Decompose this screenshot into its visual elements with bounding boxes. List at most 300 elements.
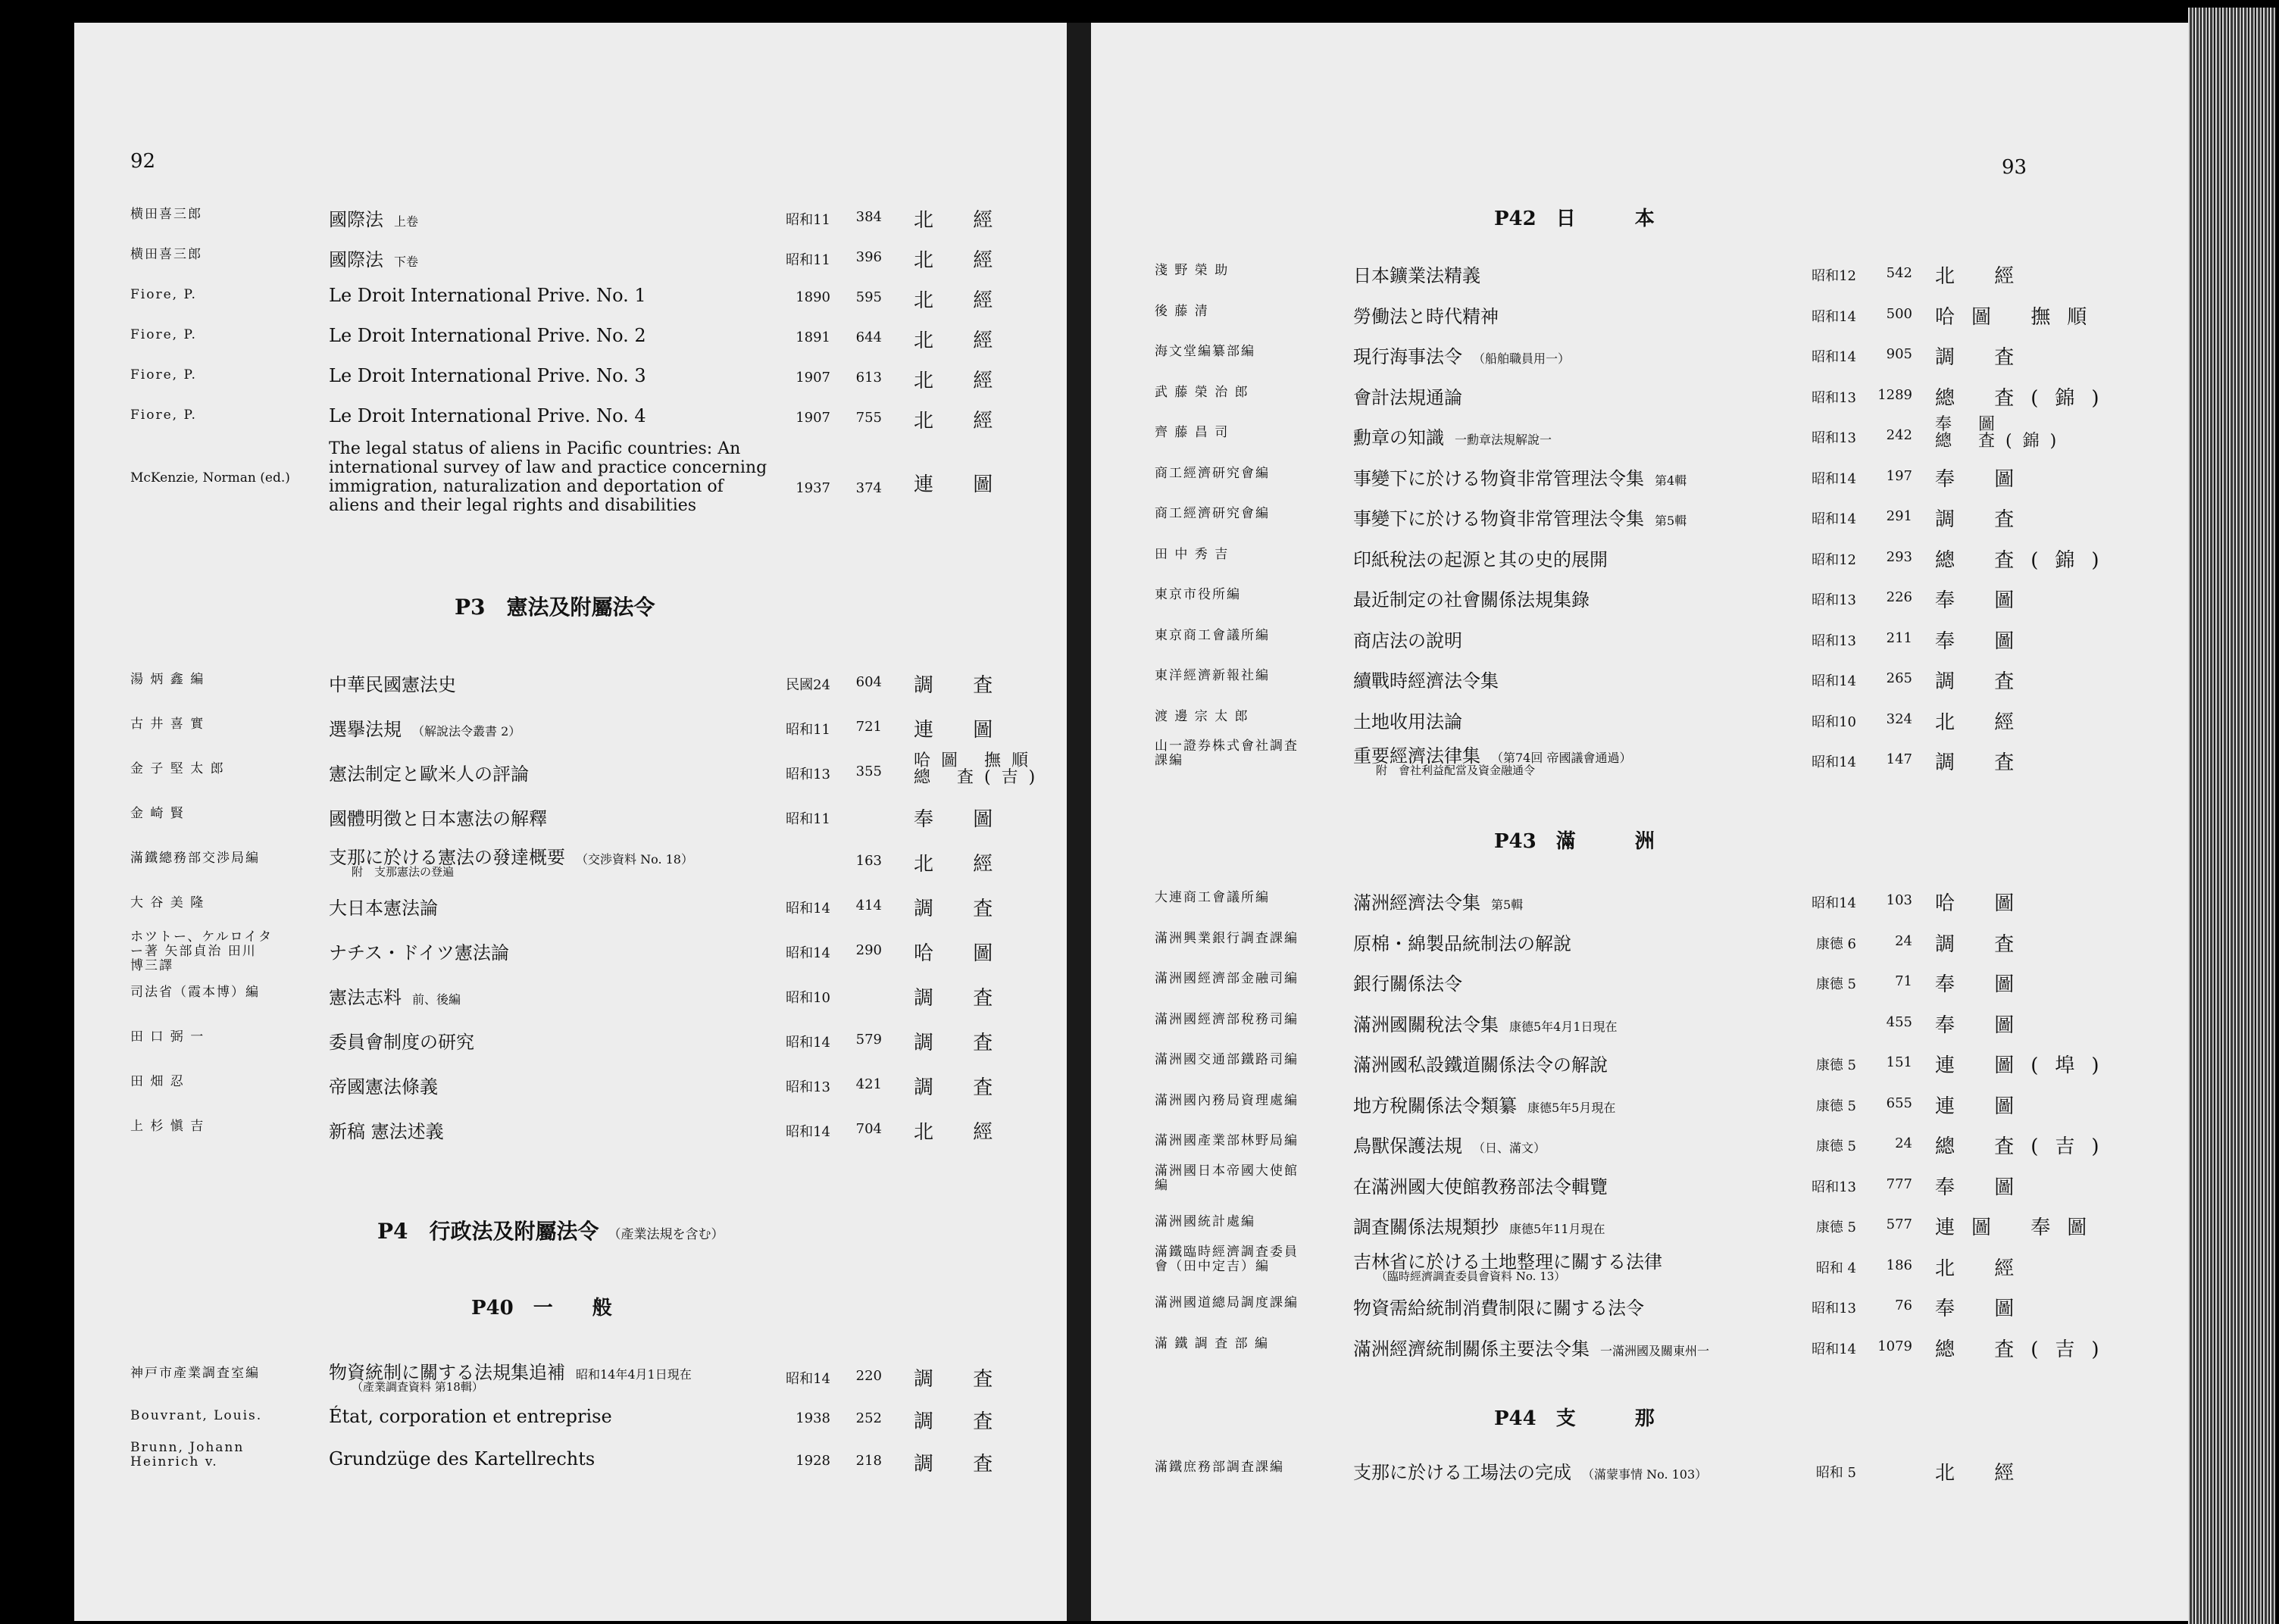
entry-year: 昭和11 <box>786 252 830 268</box>
list-item <box>0 704 2279 743</box>
entry-author: 山一證券株式會社調査 課編 <box>1155 739 1299 768</box>
entry-title-text: 會計法規通論 <box>1353 386 1462 408</box>
entry-author: Brunn, Johann Heinrich v. <box>130 1440 245 1469</box>
entry-pages: 905 <box>1886 346 1912 362</box>
entry-title-text: 國體明徴と日本憲法の解釋 <box>329 808 547 829</box>
entry-author: 金 子 堅 太 郎 <box>130 761 225 776</box>
entry-author: 滿洲國日本帝國大使館 編 <box>1155 1163 1299 1193</box>
entry-location: 總 査(吉) <box>1935 1135 2116 1158</box>
entry-title-text: Le Droit International Prive. No. 3 <box>329 365 646 386</box>
list-item <box>0 663 2279 702</box>
entry-year: 昭和10 <box>1812 714 1856 730</box>
entry-title <box>1353 1293 1644 1320</box>
list-item <box>0 379 2279 419</box>
entry-title <box>329 804 547 830</box>
entry-location: 總 査(錦) <box>1935 386 2116 410</box>
entry-title <box>1353 1131 1546 1157</box>
section-heading-p44: P44 支 那 <box>1494 1407 1655 1430</box>
entry-author: 渡 邊 宗 太 郎 <box>1155 708 1249 724</box>
entry-author: 滿 鐵 調 査 部 編 <box>1155 1335 1270 1351</box>
entry-title: The legal status of aliens in Pacific countries: An international survey of law and practice concerning immigration, naturalization and deportation of aliens and their legal rights and disabilities <box>329 439 767 515</box>
entry-year: 昭和11 <box>786 212 830 228</box>
entry-location: 連 圖 <box>1935 1095 2031 1118</box>
entry-year: 昭和13 <box>1812 430 1856 446</box>
entry-note: 康德5年11月現在 <box>1509 1222 1605 1236</box>
entry-title-text: Le Droit International Prive. No. 4 <box>329 405 646 426</box>
entry-author: 滿洲國統計處編 <box>1155 1214 1255 1229</box>
list-item <box>0 966 2279 1005</box>
entry-author: 横田喜三郎 <box>130 207 202 222</box>
entry-title-text: 重要經濟法律集 <box>1353 745 1480 767</box>
entry-year: 1907 <box>796 410 830 426</box>
entry-year: 康德 5 <box>1815 1138 1856 1154</box>
entry-year: 昭和 5 <box>1815 1465 1856 1481</box>
entry-pages: 324 <box>1886 710 1912 727</box>
entry-pages: 595 <box>855 289 882 305</box>
entry-author: 商工經濟研究會編 <box>1155 506 1270 521</box>
entry-title-text: État, corporation et entreprise <box>329 1406 612 1427</box>
right-page-number: 93 <box>2002 156 2027 179</box>
entry-title-text: 事變下に於ける物資非常管理法令集 <box>1353 508 1644 529</box>
entry-pages: 252 <box>855 1410 882 1426</box>
entry-title-text: 最近制定の社會關係法規集錄 <box>1353 589 1590 611</box>
entry-pages: 291 <box>1886 508 1912 524</box>
entry-pages: 1079 <box>1877 1338 1912 1354</box>
section-heading-p3: P3 憲法及附屬法令 <box>455 595 655 620</box>
entry-location: 北 經 <box>914 853 1010 876</box>
entry-title-text: 原棉・綿製品統制法の解說 <box>1353 932 1571 954</box>
entry-title-text: 日本鑛業法精義 <box>1353 265 1480 286</box>
entry-pages: 293 <box>1886 548 1912 565</box>
entry-location: 調 査 <box>914 898 1010 920</box>
entry-location: 調 査 <box>1935 932 2031 956</box>
entry-title-text: 物資需給統制消費制限に關する法令 <box>1353 1298 1644 1319</box>
entry-title-text: 勳章の知識 <box>1353 427 1444 448</box>
entry-location: 連圖 奉圖 <box>1935 1216 2104 1239</box>
list-item <box>0 201 2279 241</box>
list-item <box>0 1454 2279 1494</box>
entry-year: 昭和13 <box>1812 389 1856 406</box>
entry-title <box>1353 1010 1618 1036</box>
entry-location: 奉 圖 <box>1935 589 2031 612</box>
entry-title-text: Le Droit International Prive. No. 1 <box>329 285 646 306</box>
entry-year: 1938 <box>796 1410 830 1426</box>
entry-pages: 384 <box>855 209 882 225</box>
entry-year: 1928 <box>796 1453 830 1469</box>
entry-pages: 1289 <box>1877 386 1912 403</box>
entry-pages: 24 <box>1895 932 1912 949</box>
entry-pages: 151 <box>1886 1054 1912 1070</box>
entry-author: 商工經濟研究會編 <box>1155 465 1270 481</box>
entry-pages: 355 <box>855 764 882 779</box>
entry-title-text: 滿洲國私設鐵道關係法令の解說 <box>1353 1054 1608 1076</box>
entry-location: 連 圖(埠) <box>1935 1054 2116 1077</box>
entry-title-text: 支那に於ける憲法の發達概要 <box>329 847 565 868</box>
entry-title-text: ナチス・ドイツ憲法論 <box>329 942 509 963</box>
entry-year: 1907 <box>796 370 830 386</box>
entry-author: 武 藤 榮 治 郎 <box>1155 384 1249 400</box>
entry-location: 奉 圖 <box>1935 467 2031 491</box>
list-item <box>0 582 2279 621</box>
entry-location: 北 經 <box>914 410 1010 433</box>
entry-author: 滿鐵庶務部調査課編 <box>1155 1460 1284 1475</box>
entry-year: 昭和13 <box>786 767 830 782</box>
entry-pages: 24 <box>1895 1135 1912 1151</box>
entry-location: 調 査 <box>914 1453 1010 1476</box>
entry-year: 昭和13 <box>786 1079 830 1095</box>
entry-location: 奉 圖 <box>1935 1298 2031 1320</box>
entry-year: 昭和14 <box>1812 308 1856 325</box>
entry-author: ホツトー、ケルロイタ ー著 矢部貞治 田川 博三譯 <box>130 929 273 973</box>
entry-title <box>1353 545 1608 571</box>
list-item <box>0 339 2279 378</box>
entry-pages: 71 <box>1895 973 1912 989</box>
entry-title <box>1353 342 1570 368</box>
entry-title-text: 續戰時經濟法令集 <box>1353 670 1499 692</box>
list-item <box>0 1128 2279 1167</box>
entry-author: Fiore, P. <box>130 408 197 423</box>
entry-title-text: 土地收用法論 <box>1353 710 1462 732</box>
entry-title-text: 選擧法規 <box>329 719 402 740</box>
entry-title <box>1353 1050 1608 1076</box>
entry-author: 田 畑 忍 <box>130 1074 185 1089</box>
entry-author: 司法省（霞本博）編 <box>130 985 260 1000</box>
entry-pages: 721 <box>855 719 882 735</box>
entry-pages: 396 <box>855 249 882 265</box>
entry-title-text: 勞働法と時代精神 <box>1353 305 1499 327</box>
entry-pages: 644 <box>855 329 882 345</box>
entry-title-text: 中華民國憲法史 <box>329 674 456 695</box>
list-item <box>0 1163 2279 1208</box>
entry-title-text: 調査關係法規類抄 <box>1353 1216 1499 1238</box>
entry-title <box>1353 504 1687 530</box>
entry-location: 哈 圖 <box>914 942 1010 965</box>
entry-location: 連 圖 <box>914 473 1010 496</box>
entry-pages: 147 <box>1886 751 1912 767</box>
entry-note: 第5輯 <box>1491 898 1524 912</box>
entry-location: 哈圖 撫順 <box>1935 305 2104 329</box>
entry-title-text: 支那に於ける工場法の完成 <box>1353 1462 1571 1483</box>
entry-note: 下卷 <box>394 255 419 269</box>
entry-title <box>1353 666 1499 692</box>
entry-pages: 455 <box>1886 1013 1912 1030</box>
list-item <box>0 623 2279 662</box>
entry-note: （滿蒙事情 No. 103） <box>1582 1467 1708 1482</box>
entry-location: 奉 圖 <box>914 808 1010 831</box>
entry-location: 調 査 <box>1935 751 2031 774</box>
entry-note: 昭和14年4月1日現在 <box>576 1367 692 1382</box>
entry-year: 昭和 4 <box>1815 1260 1856 1276</box>
entry-location: 調 査 <box>914 987 1010 1010</box>
section-heading-p43: P43 滿 洲 <box>1494 830 1655 853</box>
entry-location: 北 經 <box>1935 1257 2031 1280</box>
entry-location: 調 査 <box>1935 346 2031 369</box>
entry-title-text: 在滿洲國大使館教務部法令輯覽 <box>1353 1176 1608 1198</box>
entry-title-text: 銀行關係法令 <box>1353 973 1462 995</box>
entry-location: 總 査(吉) <box>1935 1338 2116 1361</box>
entry-title <box>1353 423 1552 449</box>
section-heading-p42: P42 日 本 <box>1494 208 1655 230</box>
entry-location: 奉 圖 <box>1935 629 2031 653</box>
entry-title-text: 鳥獸保護法規 <box>1353 1135 1462 1157</box>
list-item <box>0 258 2279 297</box>
entry-author: 大連商工會議所編 <box>1155 890 1270 905</box>
entry-author: Fiore, P. <box>130 327 197 342</box>
entry-location: 哈圖 撫順 總 査(吉) <box>914 751 1046 787</box>
entry-pages: 265 <box>1886 670 1912 686</box>
entry-year: 康德 5 <box>1815 1057 1856 1073</box>
entry-location: 北 經 <box>1935 265 2031 288</box>
entry-note: 上卷 <box>394 214 419 229</box>
entry-pages: 186 <box>1886 1257 1912 1273</box>
entry-author: 滿洲興業銀行調査課編 <box>1155 930 1299 946</box>
entry-author: 湯 炳 鑫 編 <box>130 672 205 687</box>
entry-author: 滿洲國經濟部稅務司編 <box>1155 1011 1299 1027</box>
entry-year: 昭和13 <box>1812 632 1856 649</box>
entry-author: 滿洲國產業部林野局編 <box>1155 1133 1299 1148</box>
entry-year: 昭和14 <box>1812 511 1856 527</box>
entry-subtitle: 附 會社利益配當及資金融通令 <box>1376 764 1536 777</box>
entry-pages: 613 <box>855 370 882 386</box>
entry-title <box>1353 585 1590 611</box>
entry-title <box>329 1406 612 1427</box>
entry-year: 昭和10 <box>786 990 830 1006</box>
entry-pages: 577 <box>1886 1216 1912 1232</box>
section-title: P4 行政法及附屬法令 <box>377 1219 599 1244</box>
entry-author: 田 中 秀 吉 <box>1155 546 1230 562</box>
entry-author: 大 谷 美 隆 <box>130 895 205 910</box>
entry-author: 淺 野 榮 助 <box>1155 263 1230 278</box>
entry-note: （交渉資料 No. 18） <box>576 852 693 867</box>
entry-author: 滿洲國內務局資理處編 <box>1155 1092 1299 1108</box>
entry-year: 昭和14 <box>786 901 830 917</box>
entry-subtitle: 附 支那憲法の登遍 <box>352 865 455 879</box>
entry-title-text: 滿洲國關稅法令集 <box>1353 1013 1499 1035</box>
entry-title <box>1353 301 1499 328</box>
list-item <box>0 298 2279 338</box>
entry-title <box>1353 1172 1608 1198</box>
entry-location: 北 經 <box>914 249 1010 272</box>
entry-pages: 704 <box>855 1121 882 1137</box>
entry-location: 調 査 <box>914 1076 1010 1099</box>
entry-title <box>1353 1212 1605 1238</box>
entry-year: 康德 5 <box>1815 976 1856 992</box>
entry-pages: 76 <box>1895 1298 1912 1313</box>
entry-pages: 211 <box>1886 629 1912 646</box>
list-item <box>0 461 2279 500</box>
entry-pages: 290 <box>855 942 882 958</box>
entry-note: 康德5年5月現在 <box>1527 1100 1616 1115</box>
entry-location: 北 經 <box>1935 710 2031 734</box>
entry-author: 東京市役所編 <box>1155 587 1241 602</box>
entry-author: 滿鐵臨時經濟調査委員 會（田中定吉）編 <box>1155 1244 1299 1274</box>
entry-pages: 755 <box>855 410 882 426</box>
list-item <box>0 885 2279 924</box>
entry-title <box>1353 383 1462 409</box>
entry-location: 北 經 <box>914 1121 1010 1144</box>
entry-year: 民國24 <box>786 677 830 693</box>
entry-pages: 218 <box>855 1453 882 1469</box>
entry-year: 昭和14 <box>1812 754 1856 770</box>
entry-pages: 655 <box>1886 1095 1912 1111</box>
entry-title <box>1353 1457 1707 1484</box>
entry-location: 調 査 <box>914 674 1010 697</box>
entry-pages: 103 <box>1886 892 1912 908</box>
list-item <box>0 739 2279 783</box>
entry-title <box>329 205 418 231</box>
entry-pages: 579 <box>855 1032 882 1048</box>
entry-year: 昭和13 <box>1812 1301 1856 1316</box>
list-item <box>0 542 2279 581</box>
entry-title <box>1353 626 1462 652</box>
entry-location: 調 査 <box>914 1410 1010 1433</box>
entry-title-text: 商店法の說明 <box>1353 629 1462 651</box>
entry-title-text: 憲法志料 <box>329 987 402 1008</box>
entry-author: 横田喜三郎 <box>130 247 202 262</box>
entry-note: 一勳章法規解說一 <box>1455 433 1552 447</box>
entry-pages: 374 <box>855 480 882 496</box>
entry-year: 昭和14 <box>1812 349 1856 365</box>
entry-location: 北 經 <box>914 329 1010 352</box>
entry-title-text: 事變下に於ける物資非常管理法令集 <box>1353 467 1644 489</box>
left-page-number: 92 <box>130 150 156 173</box>
entry-title-text: 帝國憲法條義 <box>329 1076 438 1098</box>
list-item <box>0 1088 2279 1127</box>
list-item <box>0 1403 2279 1442</box>
entry-title-text: 國際法 <box>329 209 383 230</box>
list-item <box>0 926 2279 965</box>
entry-title-text: 現行海事法令 <box>1353 346 1462 367</box>
list-item <box>0 845 2279 885</box>
entry-title <box>1353 464 1687 490</box>
entry-location: 奉 圖 <box>1935 973 2031 996</box>
entry-year: 康德 6 <box>1815 935 1856 952</box>
entry-year: 昭和11 <box>786 811 830 827</box>
entry-title-text: 憲法制定と歐米人の評論 <box>329 764 529 785</box>
entry-title-text: 大日本憲法論 <box>329 898 438 919</box>
entry-author: 滿洲國道總局調度課編 <box>1155 1295 1299 1310</box>
entry-year: 昭和14 <box>1812 470 1856 487</box>
entry-title-text: Grundzüge des Kartellrechts <box>329 1448 596 1469</box>
entry-author: 神戸市產業調査室編 <box>130 1366 260 1381</box>
entry-year: 昭和13 <box>1812 1179 1856 1195</box>
entry-title-text: 國際法 <box>329 249 383 270</box>
entry-pages: 604 <box>855 674 882 690</box>
entry-year: 昭和14 <box>786 1371 830 1387</box>
entry-location: 北 經 <box>914 209 1010 232</box>
section-note: （產業法規を含む） <box>608 1227 724 1242</box>
entry-year: 1890 <box>796 289 830 305</box>
entry-author: McKenzie, Norman (ed.) <box>130 470 290 486</box>
entry-title-text: 滿洲經濟統制關係主要法令集 <box>1353 1338 1590 1360</box>
entry-note: 前、後編 <box>412 992 461 1007</box>
entry-location: 連 圖 <box>914 719 1010 742</box>
entry-title-text: 吉林省に於ける土地整理に關する法律 <box>1353 1251 1662 1273</box>
entry-author: 滿鐵總務部交渉局編 <box>130 851 260 866</box>
entry-author: 金 崎 賢 <box>130 806 185 821</box>
entry-pages: 163 <box>855 853 882 869</box>
entry-location: 奉 圖 <box>1935 1176 2031 1199</box>
entry-author: Fiore, P. <box>130 367 197 383</box>
entry-note: （日、滿文） <box>1473 1141 1546 1155</box>
entry-author: 東京商工會議所編 <box>1155 627 1270 643</box>
entry-author: 海文堂編纂部編 <box>1155 344 1255 359</box>
list-item <box>0 1244 2279 1289</box>
entry-year: 1891 <box>796 329 830 345</box>
entry-subtitle: （臨時經濟調査委員會資料 No. 13） <box>1376 1269 1566 1283</box>
entry-year: 1937 <box>796 480 830 496</box>
entry-pages: 197 <box>1886 467 1912 484</box>
entry-location: 北 經 <box>1935 1462 2031 1485</box>
entry-location: 北 經 <box>914 370 1010 392</box>
entry-subtitle: （產業調査資料 第18輯） <box>352 1380 483 1394</box>
entry-pages: 414 <box>855 898 882 914</box>
entry-title <box>1353 929 1571 955</box>
entry-year: 昭和14 <box>786 1124 830 1140</box>
entry-title-text: 滿洲經濟法令集 <box>1353 892 1480 914</box>
list-item <box>0 1007 2279 1046</box>
entry-author: 後 藤 清 <box>1155 303 1209 319</box>
entry-location: 北 經 <box>914 289 1010 312</box>
list-item <box>0 1290 2279 1329</box>
entry-title <box>1353 969 1462 995</box>
entry-note: （船舶職員用一） <box>1473 351 1571 366</box>
entry-pages: 242 <box>1886 427 1912 443</box>
entry-author: 古 井 喜 實 <box>130 717 205 732</box>
entry-title <box>1353 261 1480 287</box>
entry-author: Fiore, P. <box>130 287 197 302</box>
list-item <box>0 501 2279 540</box>
entry-year: 昭和12 <box>1812 268 1856 284</box>
entry-title <box>1353 1334 1709 1360</box>
entry-pages: 226 <box>1886 589 1912 605</box>
entry-note: 第4輯 <box>1655 473 1687 488</box>
entry-author: 東洋經濟新報社編 <box>1155 668 1270 683</box>
entry-pages: 421 <box>855 1076 882 1092</box>
entry-author: 田 口 弼 一 <box>130 1029 205 1045</box>
entry-title <box>1353 1091 1615 1117</box>
list-item <box>0 1047 2279 1086</box>
entry-year: 昭和14 <box>1812 895 1856 911</box>
entry-location: 調 査 <box>1935 670 2031 693</box>
entry-title <box>1353 707 1462 733</box>
list-item <box>0 1331 2279 1370</box>
entry-year: 昭和12 <box>1812 551 1856 568</box>
entry-location: 總 査(錦) <box>1935 548 2116 572</box>
list-item <box>0 801 2279 840</box>
entry-location: 調 査 <box>1935 508 2031 531</box>
entry-author: 上 杉 愼 吉 <box>130 1119 205 1134</box>
entry-note: 康德5年4月1日現在 <box>1509 1019 1618 1034</box>
entry-year: 康德 5 <box>1815 1098 1856 1114</box>
entry-title <box>1353 888 1523 914</box>
entry-author: Bouvrant, Louis. <box>130 1408 263 1423</box>
entry-title-text: 地方稅關係法令類纂 <box>1353 1095 1517 1116</box>
entry-title-text: 物資統制に關する法規集追補 <box>329 1362 565 1383</box>
entry-author: 滿洲國交通部鐵路司編 <box>1155 1052 1299 1067</box>
entry-title-text: 新稿 憲法述義 <box>329 1121 444 1142</box>
entry-location: 調 査 <box>914 1368 1010 1391</box>
entry-pages: 542 <box>1886 265 1912 281</box>
entry-year: 昭和14 <box>786 1035 830 1051</box>
entry-note: （第74回 帝國議會通過） <box>1491 751 1632 765</box>
entry-location: 哈 圖 <box>1935 892 2031 915</box>
entry-year: 昭和11 <box>786 722 830 738</box>
entry-year: 康德 5 <box>1815 1220 1856 1235</box>
entry-note: 一滿洲國及關東州一 <box>1600 1343 1710 1358</box>
entry-location: 調 査 <box>914 1032 1010 1054</box>
entry-pages: 220 <box>855 1368 882 1384</box>
